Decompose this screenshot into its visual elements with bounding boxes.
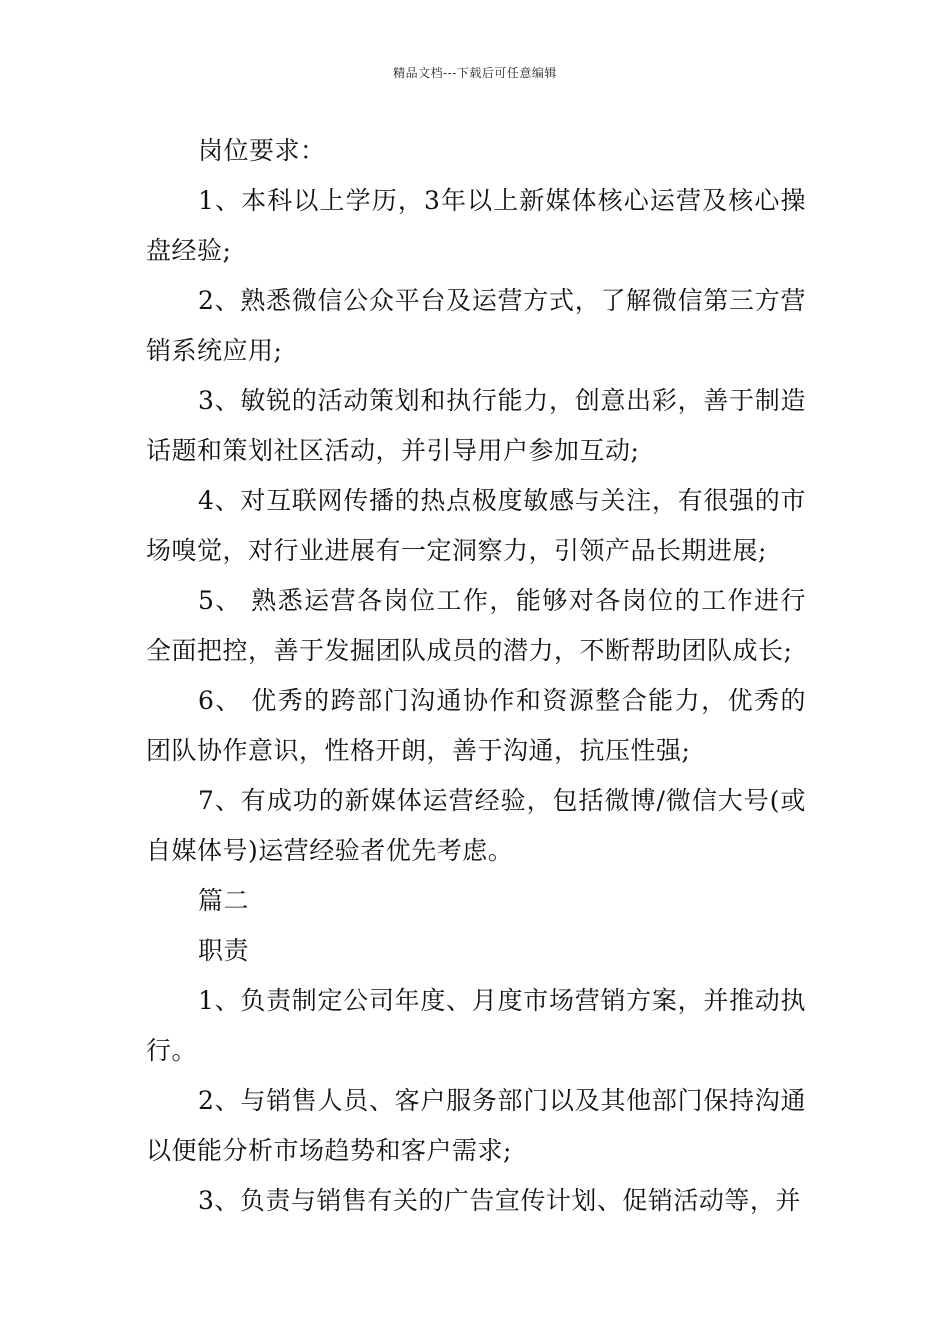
- document-body: [146, 126, 806, 1226]
- section-heading-duties: 职责: [198, 936, 250, 965]
- section-heading-requirements: 岗位要求：: [198, 136, 326, 165]
- duty-item-3: 3、负责与销售有关的广告宣传计划、促销活动等，并: [198, 1186, 801, 1215]
- requirement-item-7: 7、有成功的新媒体运营经验，包括微博/微信大号(或自媒体号)运营经验者优先考虑。: [146, 786, 806, 865]
- requirement-item-4: 4、对互联网传播的热点极度敏感与关注，有很强的市场嗅觉，对行业进展有一定洞察力，引领产品长期进展;: [146, 486, 806, 565]
- requirement-item-6: 6、 优秀的跨部门沟通协作和资源整合能力，优秀的团队协作意识，性格开朗，善于沟通，抗压性强;: [146, 686, 806, 765]
- section-heading-part-two: 篇二: [198, 886, 250, 915]
- duty-item-1: 1、负责制定公司年度、月度市场营销方案，并推动执行。: [146, 986, 806, 1065]
- page-header: 精品文档---下载后可任意编辑: [393, 66, 557, 80]
- requirement-item-1: 1、本科以上学历，3年以上新媒体核心运营及核心操盘经验;: [146, 186, 806, 265]
- requirement-item-3: 3、敏锐的活动策划和执行能力，创意出彩，善于制造话题和策划社区活动，并引导用户参加互动;: [146, 386, 806, 465]
- requirement-item-5: 5、 熟悉运营各岗位工作，能够对各岗位的工作进行全面把控，善于发掘团队成员的潜力，不断帮助团队成长;: [146, 586, 806, 665]
- requirement-item-2: 2、熟悉微信公众平台及运营方式，了解微信第三方营销系统应用;: [146, 286, 806, 365]
- duty-item-2: 2、与销售人员、客户服务部门以及其他部门保持沟通以便能分析市场趋势和客户需求;: [146, 1086, 806, 1165]
